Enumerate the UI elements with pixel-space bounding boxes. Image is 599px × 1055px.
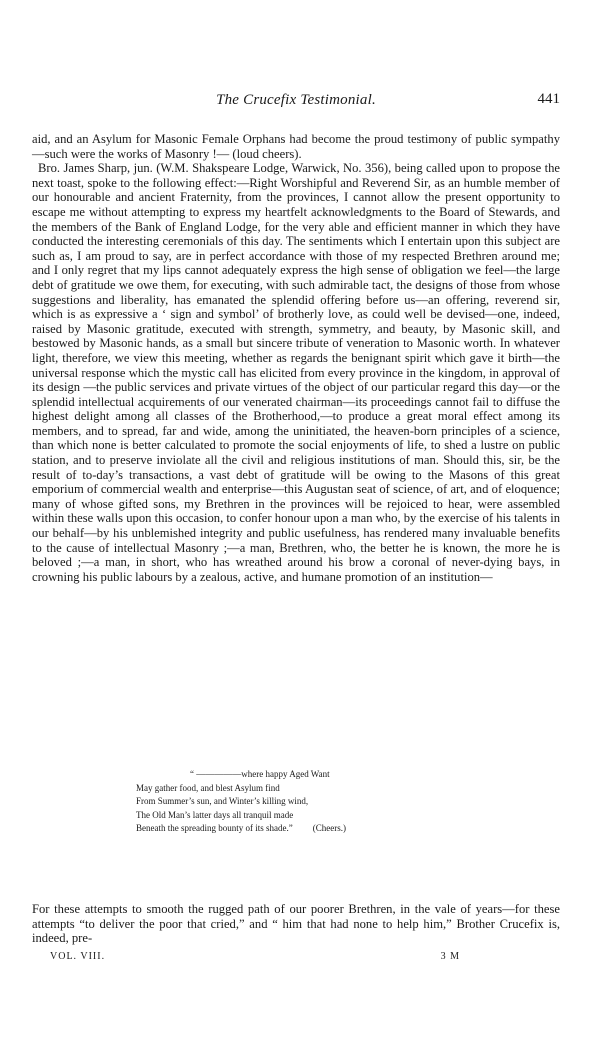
page-footer bbox=[50, 951, 460, 965]
verse-quotation bbox=[136, 768, 466, 836]
page-number: 441 bbox=[537, 91, 560, 107]
signature-mark: 3 M bbox=[440, 951, 460, 962]
verse-line-5 bbox=[136, 822, 466, 836]
verse-line-3: From Summer’s sun, and Winter’s killing wind, bbox=[136, 796, 309, 806]
verse-line-4: The Old Man’s latter days all tranquil made bbox=[136, 809, 294, 820]
body-text bbox=[32, 132, 560, 584]
verse-line-1: “ —————where happy Aged Want bbox=[190, 769, 330, 779]
verse-line-5-text: Beneath the spreading bounty of its shade.” bbox=[136, 823, 293, 833]
running-head-title: The Crucefix Testimonial. bbox=[216, 92, 376, 108]
paragraph-1: aid, and an Asylum for Masonic Female Orphans had become the proud testimony of public sympathy—such were the works of Masonry !— (loud cheers). bbox=[32, 132, 560, 161]
verse-line-2: May gather food, and blest Asylum find bbox=[136, 782, 280, 793]
volume-mark: VOL. VIII. bbox=[50, 951, 106, 962]
closing-paragraph: For these attempts to smooth the rugged path of our poorer Brethren, in the vale of years—for these attempts “to deliver the poor that cried,” and “ him that had none to help him,” Brother Crucefix is, indeed, pre- bbox=[32, 902, 560, 946]
paragraph-2: Bro. James Sharp, jun. (W.M. Shakspeare Lodge, Warwick, No. 356), being called upon to propose the next toast, spoke to the following effect:—Right Worshipful and Reverend Sir, as an humble member of our honourable and ancient Fraternity, from the provinces, I cannot allow the present opportunity to escape me without attempting to express my heartfelt acknowledgments to the Board of Stewards, and the members of the Bank of England Lodge, for the very able and efficient manner in which they have conducted the interesting ceremonials of this day. The sentiments which I entertain upon this subject are such as, I am proud to say, are in perfect accordance with those of my respected Brethren around me; and I only regret that my lips cannot adequately express the high sense of obligation we feel—the large debt of gratitude we owe them, for executing, with such admirable tact, the designs of those from whose suggestions and liberality, has emanated the splendid offering before us—an offering, reverend sir, which is as expressive a ‘ sign and symbol’ of brotherly love, as could well be devised—one, indeed, raised by Masonic gratitude, executed with strength, symmetry, and beauty, by Masonic skill, and bestowed by Masonic hands, as a small but sincere tribute of veneration to Masonic worth. In whatever light, therefore, we view this meeting, whether as regards the benignant spirit which gave it birth—the universal response which the mystic call has elicited from every province in the kingdom, in approval of its design —the public services and private virtues of the object of our particular regard this day—or the splendid intellectual acquirements of our venerated chairman—its proceedings cannot fail to diffuse the highest delight among all classes of the Brotherhood,—to produce a great moral effect among its members, and to spread, far and wide, among the uninitiated, the heaven-born principles of a science, than which none is better calculated to promote the social enjoyments of life, to shed a lustre on public station, and to preserve inviolate all the civil and religious institutions of man. Should this, sir, be the result of to-day’s transactions, a vast debt of gratitude will be owing to the Masons of this great emporium of commercial wealth and enterprise—this Augustan seat of science, of art, and of eloquence; many of whose gifted sons, my Brethren in the provinces will be rejoiced to hear, were assembled within these walls upon this occasion, to confer honour upon a man who, by the exercise of his talents in our behalf—by his unblemished integrity and public usefulness, has rendered many invaluable benefits to the cause of intellectual Masonry ;—a man, Brethren, who, the better he is known, the more he is beloved ;—a man, in short, who has wreathed around his brow a coronal of never-dying bays, in crowning his public labours by a zealous, active, and humane promotion of an institution— bbox=[32, 161, 560, 584]
verse-cheers: (Cheers.) bbox=[312, 823, 346, 833]
running-head bbox=[32, 92, 560, 114]
